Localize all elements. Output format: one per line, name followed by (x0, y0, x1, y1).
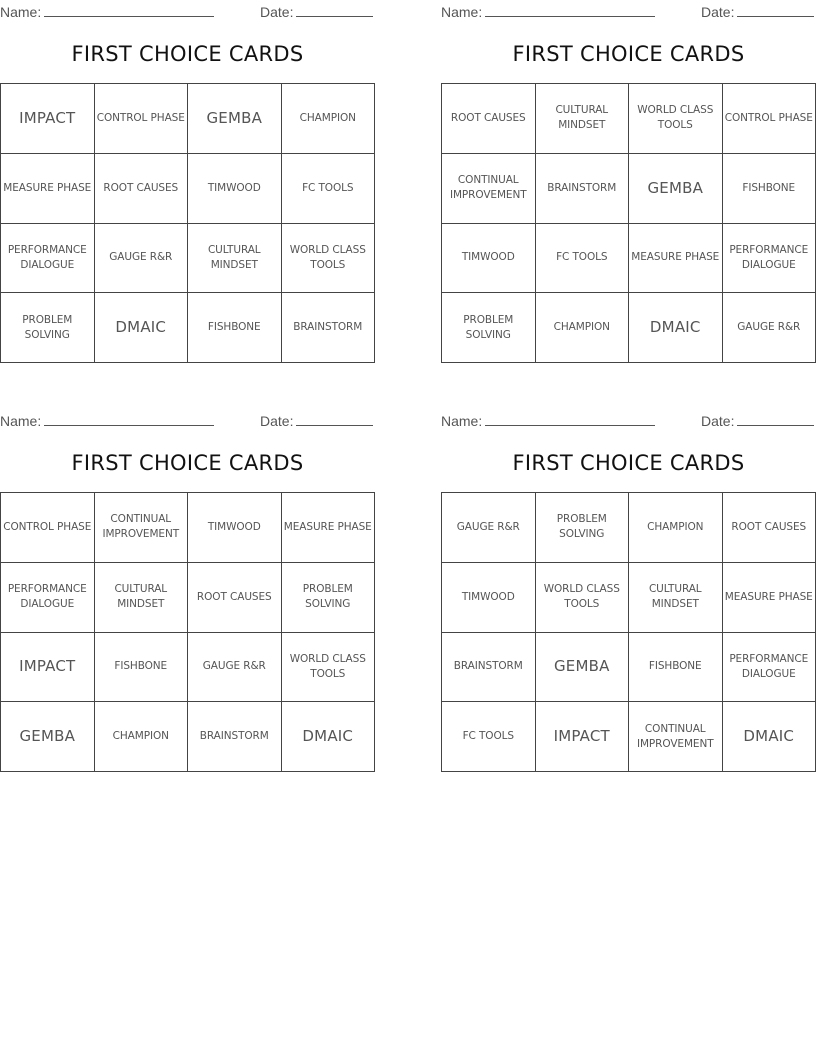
bingo-cell: CONTROL PHASE (95, 84, 189, 154)
name-blank-line (44, 411, 214, 426)
date-label: Date: (260, 413, 294, 429)
name-field[interactable] (441, 2, 655, 20)
date-blank-line (737, 411, 814, 426)
bingo-cell: DMAIC (95, 293, 189, 363)
date-field[interactable] (260, 2, 373, 20)
bingo-cell: ROOT CAUSES (723, 493, 816, 563)
bingo-cell: ROOT CAUSES (188, 563, 282, 633)
bingo-cell: CHAMPION (95, 702, 189, 772)
bingo-cell: WORLD CLASS TOOLS (629, 84, 723, 154)
card-title: FIRST CHOICE CARDS (512, 42, 745, 66)
bingo-cell: TIMWOOD (188, 493, 282, 563)
name-label: Name: (0, 4, 42, 20)
bingo-cell: PERFORMANCE DIALOGUE (1, 563, 95, 633)
bingo-cell: CHAMPION (282, 84, 376, 154)
bingo-cell: WORLD CLASS TOOLS (282, 633, 376, 703)
bingo-cell: IMPACT (1, 84, 95, 154)
bingo-cell: ROOT CAUSES (442, 84, 536, 154)
bingo-cell: BRAINSTORM (442, 633, 536, 703)
name-label: Name: (0, 413, 42, 429)
bingo-cell: TIMWOOD (442, 563, 536, 633)
bingo-cell: BRAINSTORM (536, 154, 630, 224)
date-blank-line (737, 2, 814, 17)
bingo-cell: ROOT CAUSES (95, 154, 189, 224)
bingo-cell: GEMBA (536, 633, 630, 703)
bingo-cell: FC TOOLS (442, 702, 536, 772)
name-label: Name: (441, 4, 483, 20)
bingo-cell: GEMBA (1, 702, 95, 772)
bingo-cell: GAUGE R&R (442, 493, 536, 563)
card-header-fields (441, 411, 816, 429)
card-title: FIRST CHOICE CARDS (71, 42, 304, 66)
bingo-cell: GAUGE R&R (188, 633, 282, 703)
bingo-grid (0, 492, 375, 772)
bingo-cell: BRAINSTORM (282, 293, 376, 363)
date-blank-line (296, 2, 373, 17)
bingo-cell: IMPACT (1, 633, 95, 703)
bingo-cell: PERFORMANCE DIALOGUE (723, 633, 816, 703)
bingo-cell: PROBLEM SOLVING (1, 293, 95, 363)
date-field[interactable] (701, 2, 814, 20)
bingo-cell: MEASURE PHASE (1, 154, 95, 224)
bingo-cell: GEMBA (629, 154, 723, 224)
bingo-cell: CULTURAL MINDSET (188, 224, 282, 294)
bingo-grid (0, 83, 375, 363)
bingo-cell: PERFORMANCE DIALOGUE (723, 224, 816, 294)
name-field[interactable] (0, 411, 214, 429)
bingo-cell: FC TOOLS (536, 224, 630, 294)
bingo-cell: FISHBONE (629, 633, 723, 703)
name-label: Name: (441, 413, 483, 429)
bingo-cell: PERFORMANCE DIALOGUE (1, 224, 95, 294)
card-title: FIRST CHOICE CARDS (512, 451, 745, 475)
bingo-cell: DMAIC (282, 702, 376, 772)
bingo-cell: CHAMPION (536, 293, 630, 363)
bingo-cell: PROBLEM SOLVING (282, 563, 376, 633)
bingo-cell: IMPACT (536, 702, 630, 772)
bingo-cell: CHAMPION (629, 493, 723, 563)
date-label: Date: (701, 4, 735, 20)
name-field[interactable] (0, 2, 214, 20)
date-blank-line (296, 411, 373, 426)
card-header-fields (0, 411, 375, 429)
name-field[interactable] (441, 411, 655, 429)
bingo-cell: CONTINUAL IMPROVEMENT (629, 702, 723, 772)
bingo-cell: MEASURE PHASE (629, 224, 723, 294)
bingo-cell: DMAIC (629, 293, 723, 363)
bingo-cell: CULTURAL MINDSET (536, 84, 630, 154)
date-field[interactable] (260, 411, 373, 429)
bingo-cell: WORLD CLASS TOOLS (536, 563, 630, 633)
bingo-cell: WORLD CLASS TOOLS (282, 224, 376, 294)
bingo-cell: FISHBONE (188, 293, 282, 363)
date-field[interactable] (701, 411, 814, 429)
bingo-cell: FISHBONE (95, 633, 189, 703)
bingo-cell: GEMBA (188, 84, 282, 154)
name-blank-line (485, 411, 655, 426)
bingo-cell: CULTURAL MINDSET (95, 563, 189, 633)
bingo-cell: PROBLEM SOLVING (536, 493, 630, 563)
date-label: Date: (701, 413, 735, 429)
bingo-cell: FC TOOLS (282, 154, 376, 224)
name-blank-line (44, 2, 214, 17)
bingo-cell: BRAINSTORM (188, 702, 282, 772)
card-title: FIRST CHOICE CARDS (71, 451, 304, 475)
card-header-fields (441, 2, 816, 20)
bingo-cell: CONTINUAL IMPROVEMENT (95, 493, 189, 563)
card-header-fields (0, 2, 375, 20)
bingo-cell: MEASURE PHASE (723, 563, 816, 633)
bingo-cell: CONTROL PHASE (723, 84, 816, 154)
date-label: Date: (260, 4, 294, 20)
bingo-cell: TIMWOOD (188, 154, 282, 224)
bingo-cell: CONTROL PHASE (1, 493, 95, 563)
bingo-cell: FISHBONE (723, 154, 816, 224)
bingo-cell: GAUGE R&R (95, 224, 189, 294)
bingo-cell: DMAIC (723, 702, 816, 772)
bingo-grid (441, 83, 816, 363)
bingo-grid (441, 492, 816, 772)
bingo-cell: MEASURE PHASE (282, 493, 376, 563)
bingo-cell: PROBLEM SOLVING (442, 293, 536, 363)
name-blank-line (485, 2, 655, 17)
bingo-cell: GAUGE R&R (723, 293, 816, 363)
bingo-cell: CONTINUAL IMPROVEMENT (442, 154, 536, 224)
bingo-cell: CULTURAL MINDSET (629, 563, 723, 633)
bingo-cell: TIMWOOD (442, 224, 536, 294)
